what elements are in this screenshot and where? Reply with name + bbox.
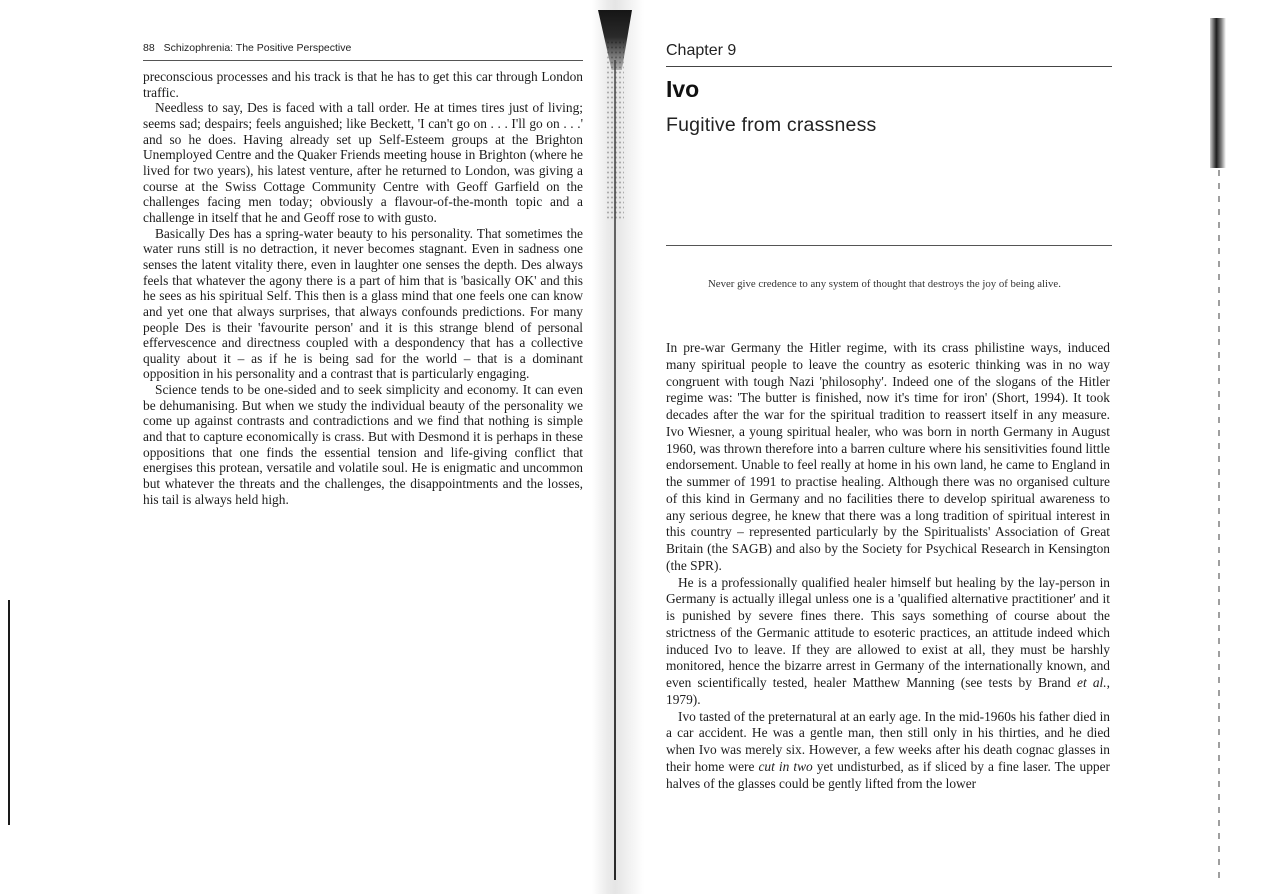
- chapter-subtitle: Fugitive from crassness: [666, 114, 877, 136]
- left-page-body: [143, 69, 583, 507]
- text-run: Ivo tasted of the preternatural at an early age. In the mid-1960s his father died in a car accident. He was a gentle man, then still only in his thirties, and he died when Ivo was merely six. However, a few weeks after his death cognac glasses in their home were: [666, 708, 1110, 774]
- left-edge-line: [8, 600, 10, 825]
- text-run: , 1979).: [666, 675, 1110, 707]
- running-header-title: Schizophrenia: The Positive Perspective: [163, 42, 352, 54]
- header-rule: [143, 60, 583, 61]
- paragraph: Needless to say, Des is faced with a tall order. He at times tires just of living; seems sad; despairs; feels anguished; like Beckett, 'I can't go on . . . I'll go on . . .' and so he does. Having already set up Self-Esteem groups at the Brighton Unemployed Centre and the Quaker Friends meeting house in Brighton (where he lived for two years), his latest venture, after he returned to London, was giving a course at the Swiss Cottage Community Centre with Geoff Garfield on the challenges facing men today; obviously a flavour-of-the-month topic and a challenge in itself that he and Geoff rose to with gusto.: [143, 100, 583, 225]
- chapter-title: Ivo: [666, 76, 700, 102]
- epigraph: Never give credence to any system of thought that destroys the joy of being alive.: [708, 278, 1061, 290]
- paragraph: [666, 709, 1110, 793]
- right-edge-shadow: [1210, 18, 1226, 168]
- paragraph: preconscious processes and his track is that he has to get this car through London traffic.: [143, 69, 583, 100]
- gutter-line: [614, 60, 616, 880]
- paragraph: Science tends to be one-sided and to seek simplicity and economy. It can even be dehumanising. But when we study the individual beauty of the personality we come up against contrasts and contradictions and we find that nothing is simple and that to capture economically is crass. But with Desmond it is perhaps in these oppositions that one finds the essential tension and life-giving conflict that energises this protean, versatile and volatile soul. He is enigmatic and uncommon but whatever the threats and the challenges, the disappointments and the losses, his tail is always held high.: [143, 382, 583, 507]
- paragraph: Basically Des has a spring-water beauty to his personality. That sometimes the water runs still is no detraction, it never becomes stagnant. Even in sadness one senses the latent vitality there, even in laughter one senses the depth. Des always feels that whatever the agony there is a part of him that is 'basically OK' and this he sees as his spiritual Self. This then is a glass mind that one feels one can know and yet one that always surprises, that always confounds predictions. For many people Des is their 'favourite person' and it is this strange blend of personal effervescence and directness coupled with a despondency that has a collective quality about it – as if he is being sad for the world – that is a dominant opposition in his personality and a contrast that is particularly engaging.: [143, 225, 583, 382]
- chapter-label: Chapter 9: [666, 42, 737, 59]
- italic-text: cut in two: [758, 758, 813, 774]
- page-number: 88: [143, 42, 155, 54]
- text-run: He is a professionally qualified healer himself but healing by the lay-person in Germany is actually illegal unless one is a 'qualified alternative practitioner' and it is punished by severe fines there. This says something of course about the strictness of the Germanic attitude to esoteric practices, an attitude indeed which induced Ivo to leave. If they are allowed to exist at all, they must be harshly monitored, hence the bizarre arrest in Germany of the internationally known, and even scientifically tested, healer Matthew Manning (see tests by Brand: [666, 574, 1110, 690]
- chapter-rule: [666, 66, 1112, 67]
- paragraph: [666, 575, 1110, 709]
- right-page-body: [666, 340, 1110, 792]
- text-run: yet undisturbed, as if sliced by a fine laser. The upper halves of the glasses could be gently lifted from the lower: [666, 758, 1110, 791]
- italic-text: et al.: [1077, 675, 1107, 690]
- right-page: [638, 0, 1262, 894]
- epigraph-rule: [666, 245, 1112, 246]
- running-header: [143, 42, 583, 54]
- paragraph: In pre-war Germany the Hitler regime, with its crass philistine ways, induced many spiritual people to leave the country as esoteric thinking was in no way congruent with tough Nazi 'philosophy'. Indeed one of the slogans of the Hitler regime was: 'The butter is finished, now it's time for iron' (Short, 1994). It took decades after the war for the spiritual tradition to reassert itself in any measure. Ivo Wiesner, a young spiritual healer, who was born in north Germany in August 1960, was thrown therefore into a barren culture where his sensitivities found little endorsement. Unable to feel really at home in his own land, he came to England in the summer of 1991 to practise healing. Although there was no organised culture of this kind in Germany and no facilities there to develop spiritual awareness to any serious degree, he knew that there was a long tradition of spiritual interest in this country – represented particularly by the Spiritualists' Association of Great Britain (the SAGB) and also by the Society for Psychical Research in Kensington (the SPR).: [666, 340, 1110, 573]
- left-page: [0, 0, 600, 894]
- right-edge-line: [1218, 170, 1220, 880]
